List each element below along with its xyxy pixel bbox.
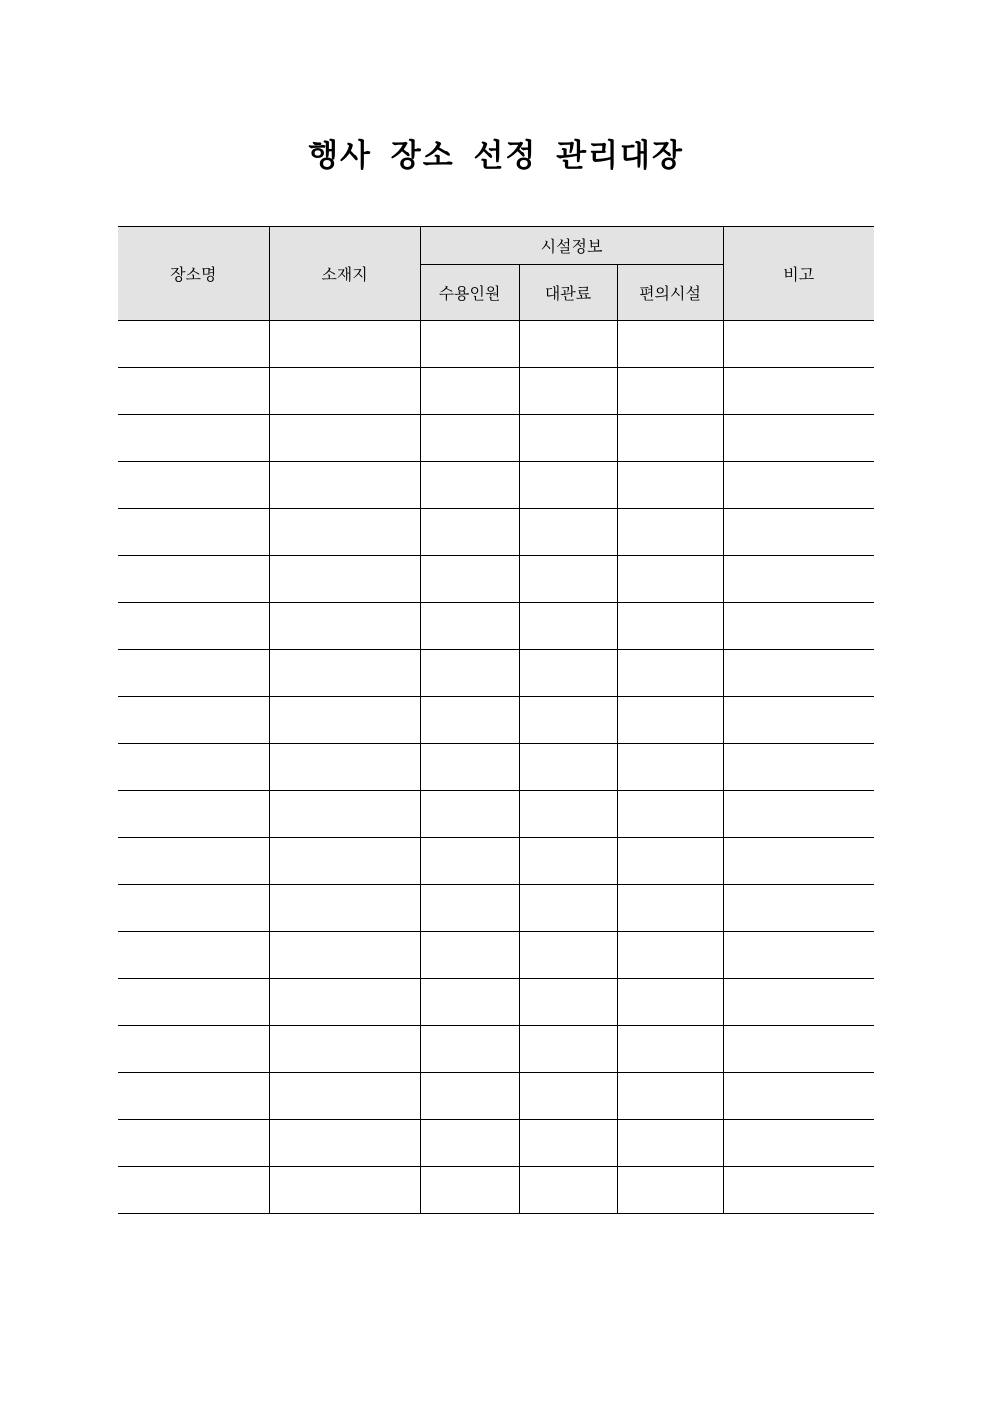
table-row [118, 697, 874, 744]
rental-fee-cell [519, 979, 617, 1026]
capacity-cell [420, 415, 519, 462]
rental-fee-cell [519, 1073, 617, 1120]
remarks-cell [723, 1026, 874, 1073]
rental-fee-cell [519, 556, 617, 603]
capacity-cell [420, 650, 519, 697]
rental-fee-cell [519, 603, 617, 650]
amenities-cell [617, 462, 723, 509]
remarks-cell [723, 415, 874, 462]
amenities-cell [617, 650, 723, 697]
amenities-cell [617, 697, 723, 744]
venue-name-cell [118, 321, 269, 368]
venue-name-cell [118, 791, 269, 838]
capacity-cell [420, 1026, 519, 1073]
location-cell [269, 744, 420, 791]
venue-name-cell [118, 509, 269, 556]
amenities-cell [617, 744, 723, 791]
venue-name-cell [118, 650, 269, 697]
remarks-cell [723, 838, 874, 885]
amenities-cell [617, 932, 723, 979]
location-cell [269, 368, 420, 415]
remarks-cell [723, 650, 874, 697]
capacity-cell [420, 1120, 519, 1167]
venue-ledger-table [118, 226, 874, 1214]
venue-name-cell [118, 885, 269, 932]
table-row [118, 1120, 874, 1167]
table-row [118, 321, 874, 368]
header-remarks: 비고 [723, 227, 874, 321]
venue-name-cell [118, 932, 269, 979]
amenities-cell [617, 415, 723, 462]
venue-name-cell [118, 368, 269, 415]
amenities-cell [617, 838, 723, 885]
page-title: 행사 장소 선정 관리대장 [308, 138, 684, 174]
venue-name-cell [118, 415, 269, 462]
table-row [118, 462, 874, 509]
venue-name-cell [118, 697, 269, 744]
remarks-cell [723, 1167, 874, 1214]
table-row [118, 509, 874, 556]
location-cell [269, 979, 420, 1026]
remarks-cell [723, 1073, 874, 1120]
location-cell [269, 838, 420, 885]
table-row [118, 885, 874, 932]
table-row [118, 1026, 874, 1073]
rental-fee-cell [519, 321, 617, 368]
remarks-cell [723, 979, 874, 1026]
venue-name-cell [118, 603, 269, 650]
rental-fee-cell [519, 462, 617, 509]
remarks-cell [723, 932, 874, 979]
amenities-cell [617, 603, 723, 650]
header-location: 소재지 [269, 227, 420, 321]
venue-name-cell [118, 979, 269, 1026]
table-row [118, 556, 874, 603]
venue-name-cell [118, 1167, 269, 1214]
rental-fee-cell [519, 838, 617, 885]
amenities-cell [617, 509, 723, 556]
capacity-cell [420, 509, 519, 556]
location-cell [269, 1120, 420, 1167]
rental-fee-cell [519, 650, 617, 697]
remarks-cell [723, 791, 874, 838]
table-row [118, 791, 874, 838]
rental-fee-cell [519, 791, 617, 838]
venue-name-cell [118, 1026, 269, 1073]
capacity-cell [420, 462, 519, 509]
header-amenities: 편의시설 [617, 265, 723, 321]
location-cell [269, 1073, 420, 1120]
capacity-cell [420, 791, 519, 838]
location-cell [269, 1026, 420, 1073]
location-cell [269, 321, 420, 368]
rental-fee-cell [519, 697, 617, 744]
remarks-cell [723, 1120, 874, 1167]
location-cell [269, 697, 420, 744]
amenities-cell [617, 979, 723, 1026]
capacity-cell [420, 321, 519, 368]
remarks-cell [723, 697, 874, 744]
header-capacity: 수용인원 [420, 265, 519, 321]
remarks-cell [723, 885, 874, 932]
header-row-top [118, 227, 874, 265]
capacity-cell [420, 556, 519, 603]
table-row [118, 1167, 874, 1214]
location-cell [269, 932, 420, 979]
amenities-cell [617, 885, 723, 932]
rental-fee-cell [519, 368, 617, 415]
capacity-cell [420, 1167, 519, 1214]
amenities-cell [617, 1167, 723, 1214]
header-facility-info: 시설정보 [420, 227, 723, 265]
amenities-cell [617, 1120, 723, 1167]
location-cell [269, 462, 420, 509]
header-rental-fee: 대관료 [519, 265, 617, 321]
capacity-cell [420, 368, 519, 415]
rental-fee-cell [519, 1120, 617, 1167]
remarks-cell [723, 509, 874, 556]
table-row [118, 603, 874, 650]
table-row [118, 1073, 874, 1120]
amenities-cell [617, 321, 723, 368]
capacity-cell [420, 697, 519, 744]
rental-fee-cell [519, 1167, 617, 1214]
amenities-cell [617, 556, 723, 603]
table-row [118, 838, 874, 885]
capacity-cell [420, 603, 519, 650]
remarks-cell [723, 603, 874, 650]
capacity-cell [420, 1073, 519, 1120]
remarks-cell [723, 556, 874, 603]
location-cell [269, 415, 420, 462]
table-row [118, 744, 874, 791]
location-cell [269, 885, 420, 932]
location-cell [269, 650, 420, 697]
location-cell [269, 791, 420, 838]
venue-name-cell [118, 462, 269, 509]
amenities-cell [617, 368, 723, 415]
capacity-cell [420, 932, 519, 979]
rental-fee-cell [519, 744, 617, 791]
remarks-cell [723, 462, 874, 509]
location-cell [269, 509, 420, 556]
table-row [118, 979, 874, 1026]
capacity-cell [420, 838, 519, 885]
venue-name-cell [118, 1073, 269, 1120]
capacity-cell [420, 744, 519, 791]
rental-fee-cell [519, 509, 617, 556]
table-row [118, 650, 874, 697]
table-row [118, 932, 874, 979]
rental-fee-cell [519, 932, 617, 979]
table-row [118, 368, 874, 415]
location-cell [269, 556, 420, 603]
remarks-cell [723, 368, 874, 415]
location-cell [269, 1167, 420, 1214]
header-venue-name: 장소명 [118, 227, 269, 321]
venue-name-cell [118, 1120, 269, 1167]
table-row [118, 415, 874, 462]
capacity-cell [420, 979, 519, 1026]
amenities-cell [617, 791, 723, 838]
venue-name-cell [118, 744, 269, 791]
rental-fee-cell [519, 885, 617, 932]
venue-name-cell [118, 556, 269, 603]
rental-fee-cell [519, 415, 617, 462]
amenities-cell [617, 1073, 723, 1120]
venue-name-cell [118, 838, 269, 885]
rental-fee-cell [519, 1026, 617, 1073]
capacity-cell [420, 885, 519, 932]
remarks-cell [723, 744, 874, 791]
ledger-body [118, 321, 874, 1214]
remarks-cell [723, 321, 874, 368]
amenities-cell [617, 1026, 723, 1073]
location-cell [269, 603, 420, 650]
